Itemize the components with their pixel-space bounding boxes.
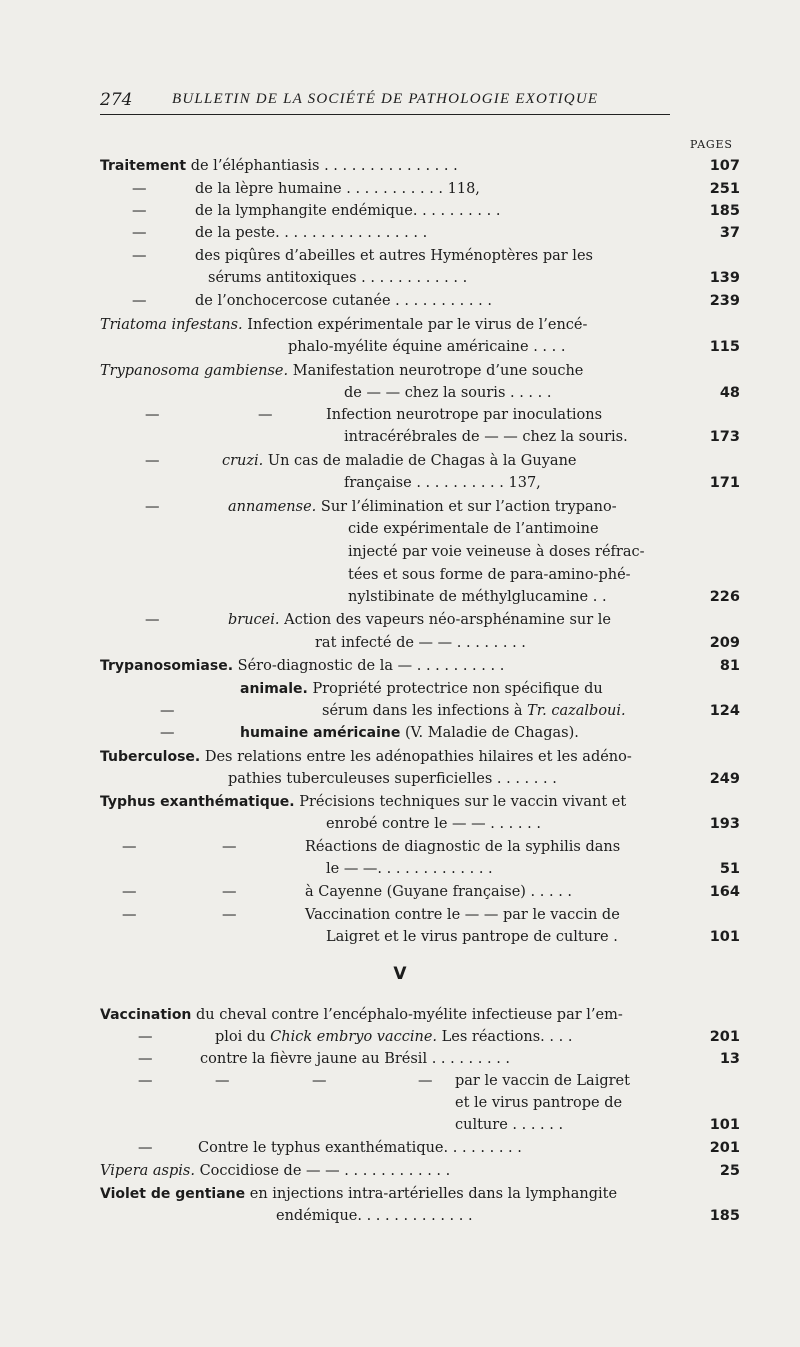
- page-header: [100, 90, 670, 115]
- page-ref: 48: [719, 385, 740, 401]
- section-letter-heading: V: [393, 964, 407, 984]
- entry-text: Infection expérimentale par le virus de l’encé-: [242, 317, 588, 333]
- ditto-dash: —: [122, 839, 137, 855]
- index-entry: culture . . . . . .: [455, 1117, 564, 1133]
- ditto-dash: —: [222, 884, 237, 900]
- ditto-dash: —: [145, 612, 160, 628]
- index-entry: [100, 655, 504, 677]
- entry-text: ploi du: [215, 1029, 271, 1045]
- index-entry: de l’onchocercose cutanée . . . . . . . . . . .: [195, 293, 492, 309]
- entry-text: en injections intra-artérielles dans la lymphangite: [245, 1186, 618, 1202]
- index-entry: contre la fièvre jaune au Brésil . . . . . . . . .: [200, 1051, 511, 1067]
- ditto-dash: —: [122, 907, 137, 923]
- index-entry: [215, 1026, 572, 1048]
- ditto-dash: —: [132, 293, 147, 309]
- page-number: 274: [100, 90, 133, 110]
- entry-keyword: humaine américaine: [240, 725, 401, 741]
- ditto-dash: —: [145, 453, 160, 469]
- species-name: annamense.: [228, 499, 317, 515]
- page-ref: 25: [719, 1163, 740, 1179]
- ditto-dash: —: [312, 1073, 327, 1089]
- page-ref: 249: [709, 771, 740, 787]
- ditto-dash: —: [138, 1029, 153, 1045]
- ditto-dash: —: [160, 725, 175, 741]
- ditto-dash: —: [418, 1073, 433, 1089]
- index-entry: nylstibinate de méthylglucamine . .: [348, 589, 607, 605]
- index-entry: Réactions de diagnostic de la syphilis dans: [305, 839, 621, 855]
- entry-text: Précisions techniques sur le vaccin vivant et: [294, 794, 627, 810]
- index-entry: à Cayenne (Guyane française) . . . . .: [305, 884, 573, 900]
- index-entry: cide expérimentale de l’antimoine: [348, 521, 599, 537]
- index-entry: le — —. . . . . . . . . . . . .: [326, 861, 493, 877]
- species-name: Vipera aspis.: [100, 1163, 195, 1179]
- running-title: BULLETIN DE LA SOCIÉTÉ DE PATHOLOGIE EXOTIQUE: [172, 91, 599, 107]
- page-ref: 124: [709, 703, 740, 719]
- index-entry: [100, 1004, 623, 1026]
- index-entry: [100, 155, 458, 177]
- ditto-dash: —: [215, 1073, 230, 1089]
- species-name: cruzi.: [222, 453, 264, 469]
- index-entry: de la lymphangite endémique. . . . . . . . . .: [195, 203, 501, 219]
- ditto-dash: —: [160, 703, 175, 719]
- entry-text: Coccidiose de — — . . . . . . . . . . . .: [194, 1163, 451, 1179]
- ditto-dash: —: [138, 1140, 153, 1156]
- ditto-dash: —: [138, 1051, 153, 1067]
- ditto-dash: —: [132, 203, 147, 219]
- page-ref: 251: [709, 181, 740, 197]
- ditto-dash: —: [222, 907, 237, 923]
- index-entry: injecté par voie veineuse à doses réfrac-: [348, 544, 645, 560]
- index-entry: pathies tuberculeuses superficielles . . . . . . .: [228, 771, 557, 787]
- index-entry: sérums antitoxiques . . . . . . . . . . . .: [208, 270, 468, 286]
- index-entry: [100, 360, 583, 382]
- index-entry: [100, 314, 587, 336]
- page-ref: 13: [719, 1051, 740, 1067]
- page-ref: 107: [709, 158, 740, 174]
- page-ref: 51: [719, 861, 740, 877]
- page-ref: 37: [719, 225, 740, 241]
- index-entry: Infection neurotrope par inoculations: [326, 407, 603, 423]
- entry-keyword: Tuberculose.: [100, 749, 201, 765]
- page-ref: 101: [709, 929, 740, 945]
- index-entry: enrobé contre le — — . . . . . .: [326, 816, 541, 832]
- index-entry: [100, 1160, 450, 1182]
- entry-text: Les réactions. . . .: [437, 1029, 573, 1045]
- entry-text: sérum dans les infections à: [322, 703, 528, 719]
- page-ref: 201: [709, 1140, 740, 1156]
- page-ref: 226: [709, 589, 740, 605]
- ditto-dash: —: [138, 1073, 153, 1089]
- index-entry: intracérébrales de — — chez la souris.: [344, 429, 628, 445]
- index-entry: [100, 791, 626, 813]
- index-entry: [222, 450, 576, 472]
- entry-keyword: Violet de gentiane: [100, 1186, 246, 1202]
- index-entry: de — — chez la souris . . . . .: [344, 385, 552, 401]
- page-ref: 173: [709, 429, 740, 445]
- page-ref: 139: [709, 270, 740, 286]
- ditto-dash: —: [258, 407, 273, 423]
- index-entry: des piqûres d’abeilles et autres Hyménoptères par les: [195, 248, 593, 264]
- index-entry: [228, 496, 617, 518]
- entry-text: Action des vapeurs néo-arsphénamine sur le: [279, 612, 611, 628]
- index-entry: et le virus pantrope de: [455, 1095, 623, 1111]
- entry-text: Séro-diagnostic de la — . . . . . . . . . .: [233, 658, 505, 674]
- index-entry: [100, 746, 632, 768]
- ditto-dash: —: [222, 839, 237, 855]
- page-ref: 185: [709, 1208, 740, 1224]
- entry-keyword: animale.: [240, 681, 308, 697]
- index-entry: Vaccination contre le — — par le vaccin de: [305, 907, 620, 923]
- entry-text: Un cas de maladie de Chagas à la Guyane: [263, 453, 577, 469]
- index-entry: endémique. . . . . . . . . . . . .: [276, 1208, 473, 1224]
- vaccine-name: Chick embryo vaccine.: [270, 1029, 438, 1045]
- entry-keyword: Typhus exanthématique.: [100, 794, 295, 810]
- page-ref: 201: [709, 1029, 740, 1045]
- index-entry: [100, 1183, 617, 1205]
- entry-keyword: Traitement: [100, 158, 187, 174]
- entry-text: Sur l’élimination et sur l’action trypano-: [316, 499, 617, 515]
- species-name: brucei.: [228, 612, 280, 628]
- ditto-dash: —: [132, 248, 147, 264]
- entry-keyword: Trypanosomiase.: [100, 658, 234, 674]
- page-ref: 164: [709, 884, 740, 900]
- page-ref: 115: [709, 339, 740, 355]
- ditto-dash: —: [132, 225, 147, 241]
- entry-keyword: Vaccination: [100, 1007, 192, 1023]
- species-name: Trypanosoma gambiense.: [100, 363, 289, 379]
- index-entry: Contre le typhus exanthématique. . . . . . . . .: [198, 1140, 522, 1156]
- entry-text: (V. Maladie de Chagas).: [400, 725, 579, 741]
- index-entry: Laigret et le virus pantrope de culture .: [326, 929, 618, 945]
- index-entry: [228, 609, 611, 631]
- page-ref: 239: [709, 293, 740, 309]
- ditto-dash: —: [145, 407, 160, 423]
- entry-text: Manifestation neurotrope d’une souche: [288, 363, 584, 379]
- index-entry: [322, 700, 626, 722]
- page-ref: 185: [709, 203, 740, 219]
- entry-text: Propriété protectrice non spécifique du: [307, 681, 603, 697]
- index-entry: rat infecté de — — . . . . . . . .: [315, 635, 526, 651]
- ditto-dash: —: [132, 181, 147, 197]
- ditto-dash: —: [145, 499, 160, 515]
- entry-text: Des relations entre les adénopathies hilaires et les adéno-: [200, 749, 632, 765]
- index-entry: de la peste. . . . . . . . . . . . . . . . .: [195, 225, 428, 241]
- index-entry: [240, 678, 603, 700]
- page-ref: 101: [709, 1117, 740, 1133]
- entry-text: du cheval contre l’encéphalo-myélite infectieuse par l’em-: [191, 1007, 623, 1023]
- page-ref: 209: [709, 635, 740, 651]
- index-entry: tées et sous forme de para-amino-phé-: [348, 567, 631, 583]
- index-entry: [240, 722, 579, 744]
- index-entry: par le vaccin de Laigret: [455, 1073, 630, 1089]
- page-ref: 171: [709, 475, 740, 491]
- page-ref: 193: [709, 816, 740, 832]
- ditto-dash: —: [122, 884, 137, 900]
- species-name: Triatoma infestans.: [100, 317, 243, 333]
- index-entry: française . . . . . . . . . . 137,: [344, 475, 541, 491]
- entry-text: de l’éléphantiasis . . . . . . . . . . . . . . .: [186, 158, 458, 174]
- pages-column-label: PAGES: [690, 138, 733, 151]
- page-ref: 81: [719, 658, 740, 674]
- index-entry: phalo-myélite équine américaine . . . .: [288, 339, 566, 355]
- index-entry: de la lèpre humaine . . . . . . . . . . . 118,: [195, 181, 480, 197]
- species-name: Tr. cazalboui.: [527, 703, 626, 719]
